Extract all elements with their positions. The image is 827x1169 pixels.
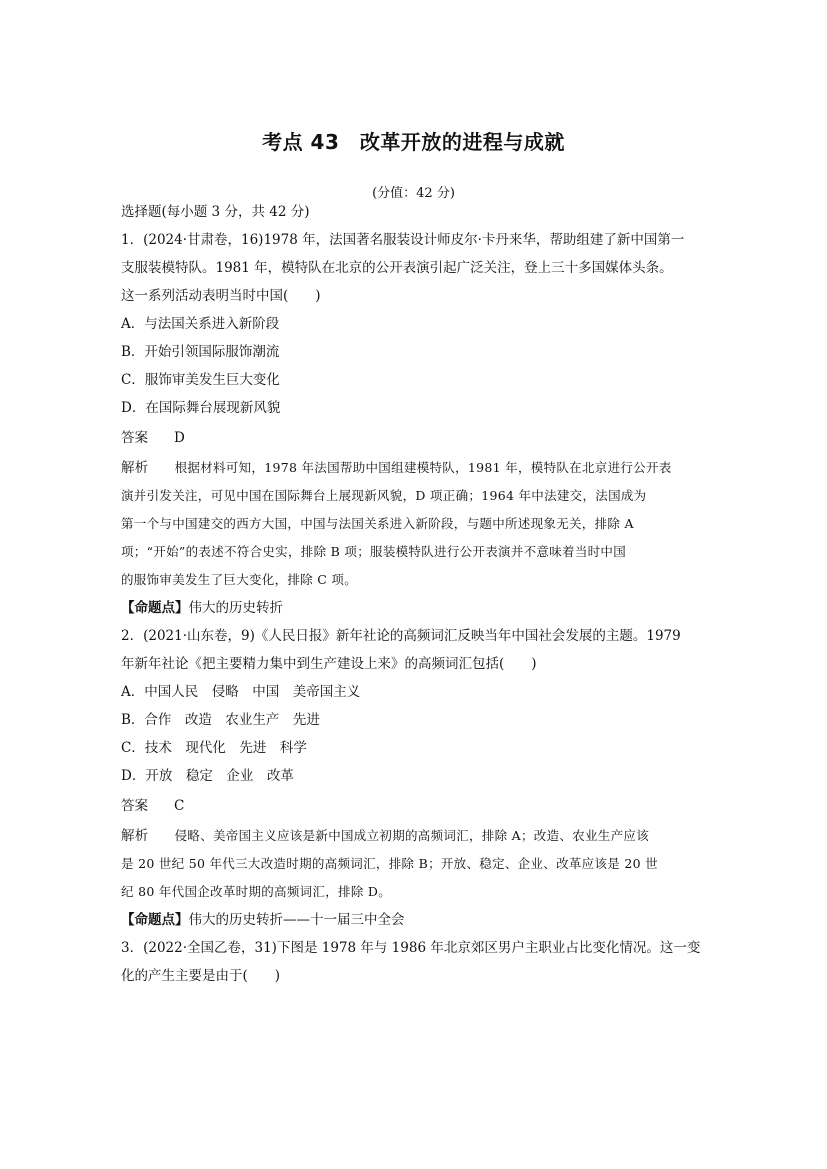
q3-stem-line-1: 3．(2022·全国乙卷，31)下图是 1978 年与 1986 年北京郊区男户主职业占比变化情况。这一变 — [121, 940, 701, 956]
score-note: (分值：42 分) — [372, 186, 455, 201]
q2-topic-point: 【命题点】伟大的历史转折——十一届三中全会 — [121, 912, 405, 928]
q1-explanation-line-4: 项；“开始”的表述不符合史实，排除 B 项；服装模特队进行公开表演并不意味着当时中国 — [121, 544, 627, 559]
explanation-label: 解析 — [121, 460, 149, 476]
q2-answer — [121, 797, 711, 815]
q1-explanation-line-2: 演并引发关注，可见中国在国际舞台上展现新风貌，D 项正确；1964 年中法建交，法国成为 — [121, 488, 647, 503]
section-heading: 选择题(每小题 3 分，共 42 分) — [121, 204, 310, 220]
answer-label: 答案 — [121, 798, 148, 814]
q1-option-c: C．服饰审美发生巨大变化 — [121, 372, 280, 388]
q3-stem-line-2: 化的产生主要是由于( ) — [121, 968, 281, 984]
q2-option-a: A．中国人民 侵略 中国 美帝国主义 — [121, 684, 361, 700]
q1-answer — [121, 429, 711, 447]
q1-explanation-line-3: 第一个与中国建交的西方大国，中国与法国关系进入新阶段，与题中所述现象无关，排除 A — [121, 516, 634, 531]
answer-label: 答案 — [121, 430, 148, 446]
topic-point-label: 【命题点】 — [121, 912, 189, 928]
q1-explanation-line-5: 的服饰审美发生了巨大变化，排除 C 项。 — [121, 572, 358, 587]
q2-stem-line-1: 2．(2021·山东卷，9)《人民日报》新年社论的高频词汇反映当年中国社会发展的主题。1979 — [121, 628, 681, 644]
q1-stem-line-1: 1．(2024·甘肃卷，16)1978 年，法国著名服装设计师皮尔·卡丹来华，帮助组建了新中国第一 — [121, 232, 685, 248]
q2-explanation-line-3: 纪 80 年代国企改革时期的高频词汇，排除 D。 — [121, 884, 392, 899]
page-title: 考点 43 改革开放的进程与成就 — [262, 130, 565, 154]
q2-explanation-line-1: 解析 侵略、美帝国主义应该是新中国成立初期的高频词汇，排除 A；改造、农业生产应该 — [121, 828, 650, 844]
q2-option-b: B．合作 改造 农业生产 先进 — [121, 712, 320, 728]
explanation-label: 解析 — [121, 828, 149, 844]
q2-option-c: C．技术 现代化 先进 科学 — [121, 740, 307, 756]
q2-option-d: D．开放 稳定 企业 改革 — [121, 768, 294, 784]
answer-value: C — [174, 798, 185, 814]
q1-topic-point: 【命题点】伟大的历史转折 — [121, 600, 283, 616]
q1-stem-line-2: 支服装模特队。1981 年，模特队在北京的公开表演引起广泛关注，登上三十多国媒体头条。 — [121, 260, 673, 276]
q1-explanation-line-1: 解析 根据材料可知，1978 年法国帮助中国组建模特队，1981 年，模特队在北京进行公开表 — [121, 460, 672, 476]
q1-option-b: B．开始引领国际服饰潮流 — [121, 344, 280, 360]
q1-stem-line-3: 这一系列活动表明当时中国( ) — [121, 288, 321, 304]
q2-explanation-line-2: 是 20 世纪 50 年代三大改造时期的高频词汇，排除 B；开放、稳定、企业、改革应该是 20 世 — [121, 856, 658, 871]
answer-value: D — [174, 430, 185, 446]
q1-option-d: D．在国际舞台展现新风貌 — [121, 400, 281, 416]
q2-stem-line-2: 年新年社论《把主要精力集中到生产建设上来》的高频词汇包括( ) — [121, 656, 537, 672]
topic-point-label: 【命题点】 — [121, 600, 189, 616]
q1-option-a: A．与法国关系进入新阶段 — [121, 316, 280, 332]
